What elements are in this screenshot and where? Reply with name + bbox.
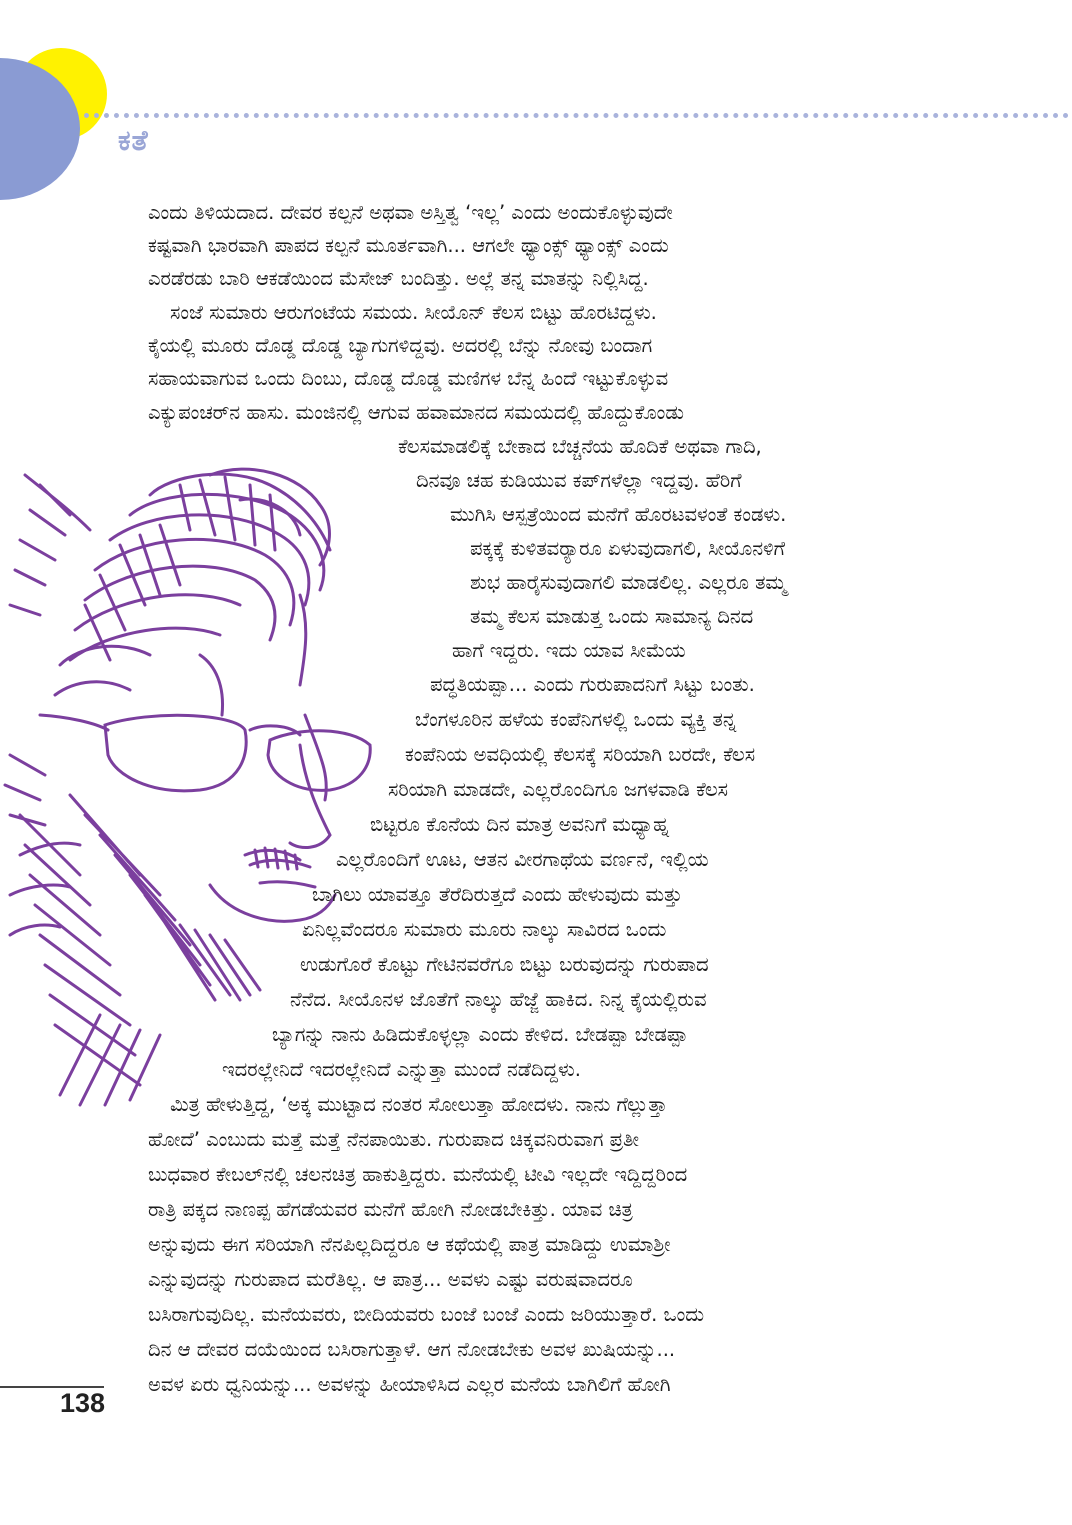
story-line: ರಾತ್ರಿ ಪಕ್ಕದ ನಾಣಪ್ಪ ಹೆಗಡೆಯವರ ಮನೆಗೆ ಹೋಗಿ ನೋಡಬೇಕಿತ್ತು. ಯಾವ ಚಿತ್ರ bbox=[148, 1198, 633, 1221]
story-line: ಮಿತ್ರ ಹೇಳುತ್ತಿದ್ದ, ‘ಅಕ್ಕ ಮುಟ್ಟಾದ ನಂತರ ಸೋಲುತ್ತಾ ಹೋದಳು. ನಾನು ಗೆಲ್ಲುತ್ತಾ bbox=[170, 1093, 668, 1116]
story-line: ದಿನವೂ ಚಹ ಕುಡಿಯುವ ಕಪ್‌ಗಳೆಲ್ಲಾ ಇದ್ದವು. ಹೆರಿಗೆ bbox=[416, 469, 742, 492]
story-line: ಅನ್ನುವುದು ಈಗ ಸರಿಯಾಗಿ ನೆನಪಿಲ್ಲದಿದ್ದರೂ ಆ ಕಥೆಯಲ್ಲಿ ಪಾತ್ರ ಮಾಡಿದ್ದು ಉಮಾಶ್ರೀ bbox=[148, 1233, 671, 1256]
story-line: ಬ್ಯಾಗನ್ನು ನಾನು ಹಿಡಿದುಕೊಳ್ಳಲ್ಲಾ ಎಂದು ಕೇಳಿದ. ಬೇಡಪ್ಪಾ ಬೇಡಪ್ಪಾ bbox=[272, 1023, 688, 1046]
story-line: ಉಡುಗೊರೆ ಕೊಟ್ಟು ಗೇಟಿನವರೆಗೂ ಬಿಟ್ಟು ಬರುವುದನ್ನು ಗುರುಪಾದ bbox=[300, 953, 709, 976]
portrait-sketch-illustration bbox=[0, 455, 400, 1115]
section-label: ಕತೆ bbox=[118, 124, 149, 157]
story-line: ಎರಡೆರಡು ಬಾರಿ ಆಕಡೆಯಿಂದ ಮೆಸೇಜ್ ಬಂದಿತ್ತು. ಅಲ್ಲೆ ತನ್ನ ಮಾತನ್ನು ನಿಲ್ಲಿಸಿದ್ದ. bbox=[148, 267, 649, 290]
story-line: ಎಕ್ಯುಪಂಚರ್‌ನ ಹಾಸು. ಮಂಜಿನಲ್ಲಿ ಆಗುವ ಹವಾಮಾನದ ಸಮಯದಲ್ಲಿ ಹೊದ್ದುಕೊಂಡು bbox=[148, 401, 684, 424]
story-line: ಏನಿಲ್ಲವೆಂದರೂ ಸುಮಾರು ಮೂರು ನಾಲ್ಕು ಸಾವಿರದ ಒಂದು bbox=[302, 918, 667, 941]
story-line: ಸರಿಯಾಗಿ ಮಾಡದೇ, ಎಲ್ಲರೊಂದಿಗೂ ಜಗಳವಾಡಿ ಕೆಲಸ bbox=[388, 778, 729, 801]
story-line: ಎನ್ನುವುದನ್ನು ಗುರುಪಾದ ಮರೆತಿಲ್ಲ. ಆ ಪಾತ್ರ... ಅವಳು ಎಷ್ಟು ವರುಷವಾದರೂ bbox=[148, 1268, 633, 1291]
header-dotted-rule bbox=[84, 113, 1069, 118]
story-line: ಬುಧವಾರ ಕೇಬಲ್‌ನಲ್ಲಿ ಚಲನಚಿತ್ರ ಹಾಕುತ್ತಿದ್ದರು. ಮನೆಯಲ್ಲಿ ಟೀವಿ ಇಲ್ಲದೇ ಇದ್ದಿದ್ದರಿಂದ bbox=[148, 1163, 688, 1186]
story-line: ಹೋದೆ’ ಎಂಬುದು ಮತ್ತೆ ಮತ್ತೆ ನೆನಪಾಯಿತು. ಗುರುಪಾದ ಚಿಕ್ಕವನಿರುವಾಗ ಪ್ರತೀ bbox=[148, 1128, 639, 1151]
story-line: ಬಸಿರಾಗುವುದಿಲ್ಲ. ಮನೆಯವರು, ಬೀದಿಯವರು ಬಂಜೆ ಬಂಜೆ ಎಂದು ಜರಿಯುತ್ತಾರೆ. ಒಂದು bbox=[148, 1303, 705, 1326]
story-line: ಇದರಲ್ಲೇನಿದೆ ಇದರಲ್ಲೇನಿದೆ ಎನ್ನುತ್ತಾ ಮುಂದೆ ನಡೆದಿದ್ದಳು. bbox=[222, 1058, 581, 1081]
story-line: ಪಕ್ಕಕ್ಕೆ ಕುಳಿತವರ್‍ಯಾರೂ ಏಳುವುದಾಗಲಿ, ಸೀಯೊನಳಿಗೆ bbox=[470, 537, 786, 560]
story-line: ಬಾಗಿಲು ಯಾವತ್ತೂ ತೆರೆದಿರುತ್ತದೆ ಎಂದು ಹೇಳುವುದು ಮತ್ತು bbox=[312, 883, 683, 906]
story-line: ಎಂದು ತಿಳಿಯದಾದ. ದೇವರ ಕಲ್ಪನೆ ಅಥವಾ ಅಸ್ತಿತ್ವ ‘ಇಲ್ಲ’ ಎಂದು ಅಂದುಕೊಳ್ಳುವುದೇ bbox=[148, 201, 673, 224]
story-line: ಕೆಲಸಮಾಡಲಿಕ್ಕೆ ಬೇಕಾದ ಬೆಚ್ಚನೆಯ ಹೊದಿಕೆ ಅಥವಾ ಗಾದಿ, bbox=[398, 435, 762, 458]
story-line: ತಮ್ಮ ಕೆಲಸ ಮಾಡುತ್ತ ಒಂದು ಸಾಮಾನ್ಯ ದಿನದ bbox=[470, 605, 754, 628]
story-line: ಕಷ್ಟವಾಗಿ ಭಾರವಾಗಿ ಪಾಪದ ಕಲ್ಪನೆ ಮೂರ್ತವಾಗಿ... ಆಗಲೇ ಥ್ಯಾಂಕ್ಸ್ ಥ್ಯಾಂಕ್ಸ್ ಎಂದು bbox=[148, 234, 669, 257]
story-line: ನೆನೆದ. ಸೀಯೊನಳ ಜೊತೆಗೆ ನಾಲ್ಕು ಹೆಜ್ಜೆ ಹಾಕಿದ. ನಿನ್ನ ಕೈಯಲ್ಲಿರುವ bbox=[290, 988, 707, 1011]
story-line: ಮುಗಿಸಿ ಆಸ್ಪತ್ರೆಯಿಂದ ಮನೆಗೆ ಹೊರಟವಳಂತೆ ಕಂಡಳು. bbox=[450, 503, 787, 526]
story-line: ಕೈಯಲ್ಲಿ ಮೂರು ದೊಡ್ಡ ದೊಡ್ಡ ಬ್ಯಾಗುಗಳಿದ್ದವು. ಅದರಲ್ಲಿ ಬೆನ್ನು ನೋವು ಬಂದಾಗ bbox=[148, 334, 653, 357]
story-line: ಸಂಜೆ ಸುಮಾರು ಆರುಗಂಟೆಯ ಸಮಯ. ಸೀಯೊನ್ ಕೆಲಸ ಬಿಟ್ಟು ಹೊರಟಿದ್ದಳು. bbox=[170, 301, 657, 324]
page-number: 138 bbox=[60, 1388, 106, 1418]
story-line: ಬೆಂಗಳೂರಿನ ಹಳೆಯ ಕಂಪೆನಿಗಳಲ್ಲಿ ಒಂದು ವ್ಯಕ್ತಿ ತನ್ನ bbox=[415, 708, 737, 731]
story-line: ದಿನ ಆ ದೇವರ ದಯೆಯಿಂದ ಬಸಿರಾಗುತ್ತಾಳೆ. ಆಗ ನೋಡಬೇಕು ಅವಳ ಖುಷಿಯನ್ನು... bbox=[148, 1338, 676, 1361]
story-line: ಹಾಗೆ ಇದ್ದರು. ಇದು ಯಾವ ಸೀಮೆಯ bbox=[452, 639, 686, 662]
story-line: ಪದ್ಧತಿಯಪ್ಪಾ... ಎಂದು ಗುರುಪಾದನಿಗೆ ಸಿಟ್ಟು ಬಂತು. bbox=[430, 673, 755, 696]
story-line: ಶುಭ ಹಾರೈಸುವುದಾಗಲಿ ಮಾಡಲಿಲ್ಲ. ಎಲ್ಲರೂ ತಮ್ಮ bbox=[470, 571, 787, 594]
story-line: ಸಹಾಯವಾಗುವ ಒಂದು ದಿಂಬು, ದೊಡ್ಡ ದೊಡ್ಡ ಮಣಿಗಳ ಬೆನ್ನ ಹಿಂದೆ ಇಟ್ಟುಕೊಳ್ಳುವ bbox=[148, 367, 669, 390]
story-line: ಎಲ್ಲರೊಂದಿಗೆ ಊಟ, ಆತನ ವೀರಗಾಥೆಯ ವರ್ಣನೆ, ಇಲ್ಲಿಯ bbox=[336, 848, 709, 871]
story-line: ಕಂಪೆನಿಯ ಅವಧಿಯಲ್ಲಿ ಕೆಲಸಕ್ಕೆ ಸರಿಯಾಗಿ ಬರದೇ, ಕೆಲಸ bbox=[405, 743, 756, 766]
story-line: ಅವಳ ಏರು ಧ್ವನಿಯನ್ನು... ಅವಳನ್ನು ಹೀಯಾಳಿಸಿದ ಎಲ್ಲರ ಮನೆಯ ಬಾಗಿಲಿಗೆ ಹೋಗಿ bbox=[148, 1373, 671, 1396]
story-line: ಬಿಟ್ಟರೂ ಕೊನೆಯ ದಿನ ಮಾತ್ರ ಅವನಿಗೆ ಮಧ್ಯಾಹ್ನ bbox=[370, 813, 670, 836]
